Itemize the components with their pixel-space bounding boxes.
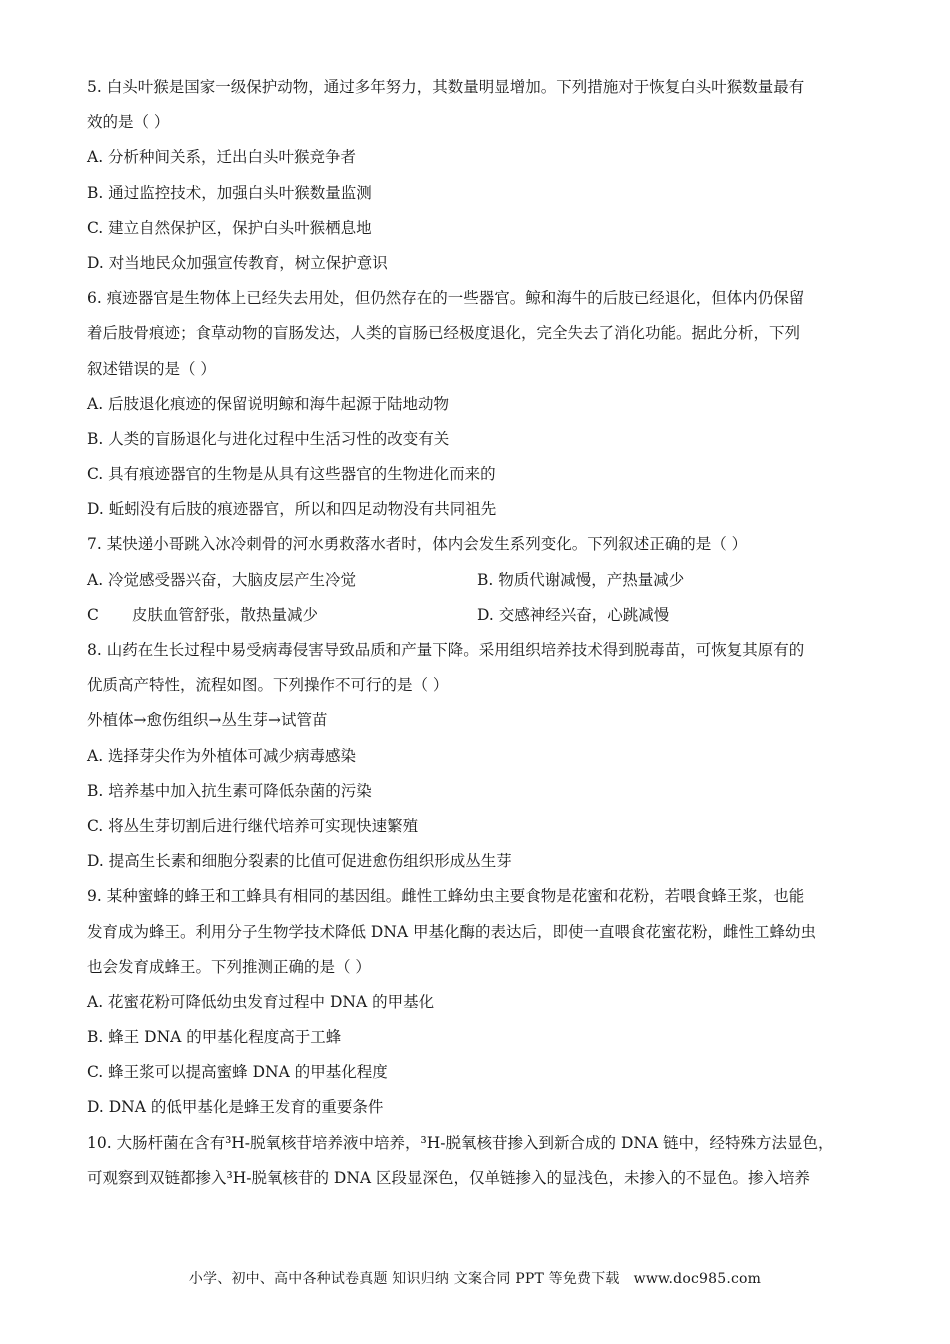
option-c-letter: C [87, 605, 99, 624]
options-row [87, 563, 877, 598]
option-c: C. 建立自然保护区，保护白头叶猴栖息地 [87, 218, 372, 237]
option-b: B. 蜂王 DNA 的甲基化程度高于工蜂 [87, 1028, 342, 1047]
option-a: A. 冷觉感受器兴奋，大脑皮层产生冷觉 [87, 570, 357, 589]
question-6 [87, 281, 877, 527]
option-c: C. 蜂王浆可以提高蜜蜂 DNA 的甲基化程度 [87, 1063, 388, 1082]
option-c [87, 598, 477, 633]
option-b: B. 物质代谢减慢，产热量减少 [477, 570, 685, 589]
question-5 [87, 70, 877, 281]
question-10 [87, 1126, 877, 1196]
option-d: D. 蚯蚓没有后肢的痕迹器官，所以和四足动物没有共同祖先 [87, 500, 497, 519]
option-d: D. 交感神经兴奋，心跳减慢 [477, 605, 670, 624]
process-flow: 外植体→愈伤组织→丛生芽→试管苗 [87, 711, 328, 730]
question-stem-line: 6. 痕迹器官是生物体上已经失去用处，但仍然存在的一些器官。鲸和海牛的后肢已经退化，但体内仍保留 [87, 289, 805, 308]
option-b: B. 培养基中加入抗生素可降低杂菌的污染 [87, 781, 372, 800]
option-a: A. 后肢退化痕迹的保留说明鲸和海牛起源于陆地动物 [87, 394, 450, 413]
question-7 [87, 527, 877, 633]
question-stem-line: 10. 大肠杆菌在含有³H-脱氧核苷培养液中培养，³H-脱氧核苷掺入到新合成的 DNA 链中，经特殊方法显色， [87, 1133, 834, 1152]
footer-text: 小学、初中、高中各种试卷真题 知识归纳 文案合同 PPT 等免费下载 [188, 1271, 620, 1287]
option-a: A. 花蜜花粉可降低幼虫发育过程中 DNA 的甲基化 [87, 992, 435, 1011]
option-d: D. 提高生长素和细胞分裂素的比值可促进愈伤组织形成丛生芽 [87, 852, 512, 871]
question-stem-line: 发育成为蜂王。利用分子生物学技术降低 DNA 甲基化酶的表达后，即使一直喂食花蜜花粉，雌性工蜂幼虫 [87, 922, 817, 941]
question-stem-line: 7. 某快递小哥跳入冰冷刺骨的河水勇救落水者时，体内会发生系列变化。下列叙述正确的是（ ） [87, 535, 748, 554]
option-b: B. 人类的盲肠退化与进化过程中生活习性的改变有关 [87, 429, 450, 448]
option-b: B. 通过监控技术，加强白头叶猴数量监测 [87, 183, 372, 202]
question-stem-line: 5. 白头叶猴是国家一级保护动物，通过多年努力，其数量明显增加。下列措施对于恢复白头叶猴数量最有 [87, 78, 805, 96]
option-a: A. 分析种间关系，迁出白头叶猴竞争者 [87, 148, 357, 167]
question-stem-line: 着后肢骨痕迹；食草动物的盲肠发达，人类的盲肠已经极度退化，完全失去了消化功能。据此分析，下列 [87, 324, 801, 343]
option-c: C. 将丛生芽切割后进行继代培养可实现快速繁殖 [87, 816, 419, 835]
option-c-text: 皮肤血管舒张，散热量减少 [132, 605, 319, 624]
question-stem-line: 9. 某种蜜蜂的蜂王和工蜂具有相同的基因组。雌性工蜂幼虫主要食物是花蜜和花粉，若喂食蜂王浆，也能 [87, 887, 805, 906]
exam-page [87, 70, 877, 1196]
question-9 [87, 879, 877, 1125]
question-stem-line: 效的是（ ） [87, 113, 170, 132]
question-stem-line: 8. 山药在生长过程中易受病毒侵害导致品质和产量下降。采用组织培养技术得到脱毒苗，可恢复其原有的 [87, 641, 805, 659]
question-8 [87, 633, 877, 879]
option-c: C. 具有痕迹器官的生物是从具有这些器官的生物进化而来的 [87, 465, 496, 484]
question-stem-line: 优质高产特性，流程如图。下列操作不可行的是（ ） [87, 676, 449, 695]
footer-site-link[interactable]: www.doc985.com [633, 1271, 762, 1287]
option-d: D. 对当地民众加强宣传教育，树立保护意识 [87, 253, 388, 272]
option-a: A. 选择芽尖作为外植体可减少病毒感染 [87, 746, 357, 765]
page-footer [0, 1268, 950, 1288]
option-d: D. DNA 的低甲基化是蜂王发育的重要条件 [87, 1098, 384, 1117]
question-stem-line: 叙述错误的是（ ） [87, 359, 216, 378]
question-stem-line: 可观察到双链都掺入³H-脱氧核苷的 DNA 区段显深色，仅单链掺入的显浅色，未掺入的不显色。掺入培养 [87, 1168, 811, 1187]
options-row [87, 598, 877, 633]
question-stem-line: 也会发育成蜂王。下列推测正确的是（ ） [87, 957, 371, 976]
